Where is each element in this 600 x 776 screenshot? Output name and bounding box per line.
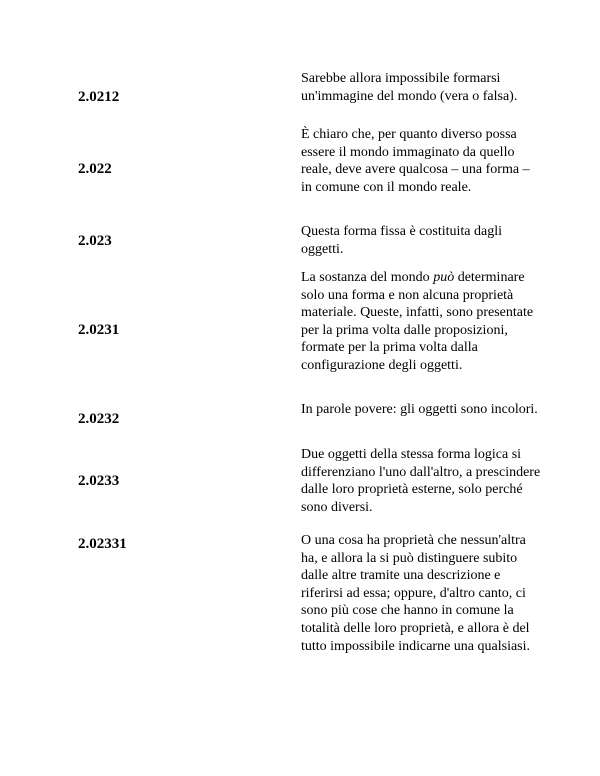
proposition-number: 2.0231 [78, 322, 120, 338]
proposition-text: In parole povere: gli oggetti sono incolori. [301, 402, 538, 417]
proposition-number: 2.0212 [78, 89, 120, 105]
proposition-text: Due oggetti della stessa forma logica si differenziano l'uno dall'altro, a prescindere dalle loro proprietà esterne, solo perché sono diversi. [301, 447, 541, 515]
proposition-number: 2.023 [78, 233, 112, 249]
proposition-text [301, 269, 541, 375]
text-part: La sostanza del mondo [301, 270, 434, 285]
emphasis-text: può [433, 270, 455, 285]
proposition-number: 2.02331 [78, 536, 127, 552]
proposition-text: Questa forma fissa è costituita dagli oggetti. [301, 224, 502, 257]
proposition-text: Sarebbe allora impossibile formarsi un'immagine del mondo (vera o falsa). [301, 71, 518, 104]
proposition-number: 2.022 [78, 161, 112, 177]
proposition-text: È chiaro che, per quanto diverso possa essere il mondo immaginato da quello reale, deve avere qualcosa – una forma – in comune con il mondo reale. [301, 127, 530, 195]
proposition-text: O una cosa ha proprietà che nessun'altra ha, e allora la si può distinguere subito dalle altre tramite una descrizione e riferirsi ad essa; oppure, d'altro canto, ci sono più cose che hanno in comune la totalità delle loro proprietà, e allora è del tutto impossibile indicarne una qualsiasi. [301, 533, 531, 654]
text-part: determinare solo una forma e non alcuna proprietà materiale. Queste, infatti, sono presentate per la prima volta dalle proposizioni, formate per la prima volta dalla configurazione degli oggetti. [301, 270, 534, 373]
proposition-number: 2.0233 [78, 473, 120, 489]
proposition-number: 2.0232 [78, 411, 120, 427]
